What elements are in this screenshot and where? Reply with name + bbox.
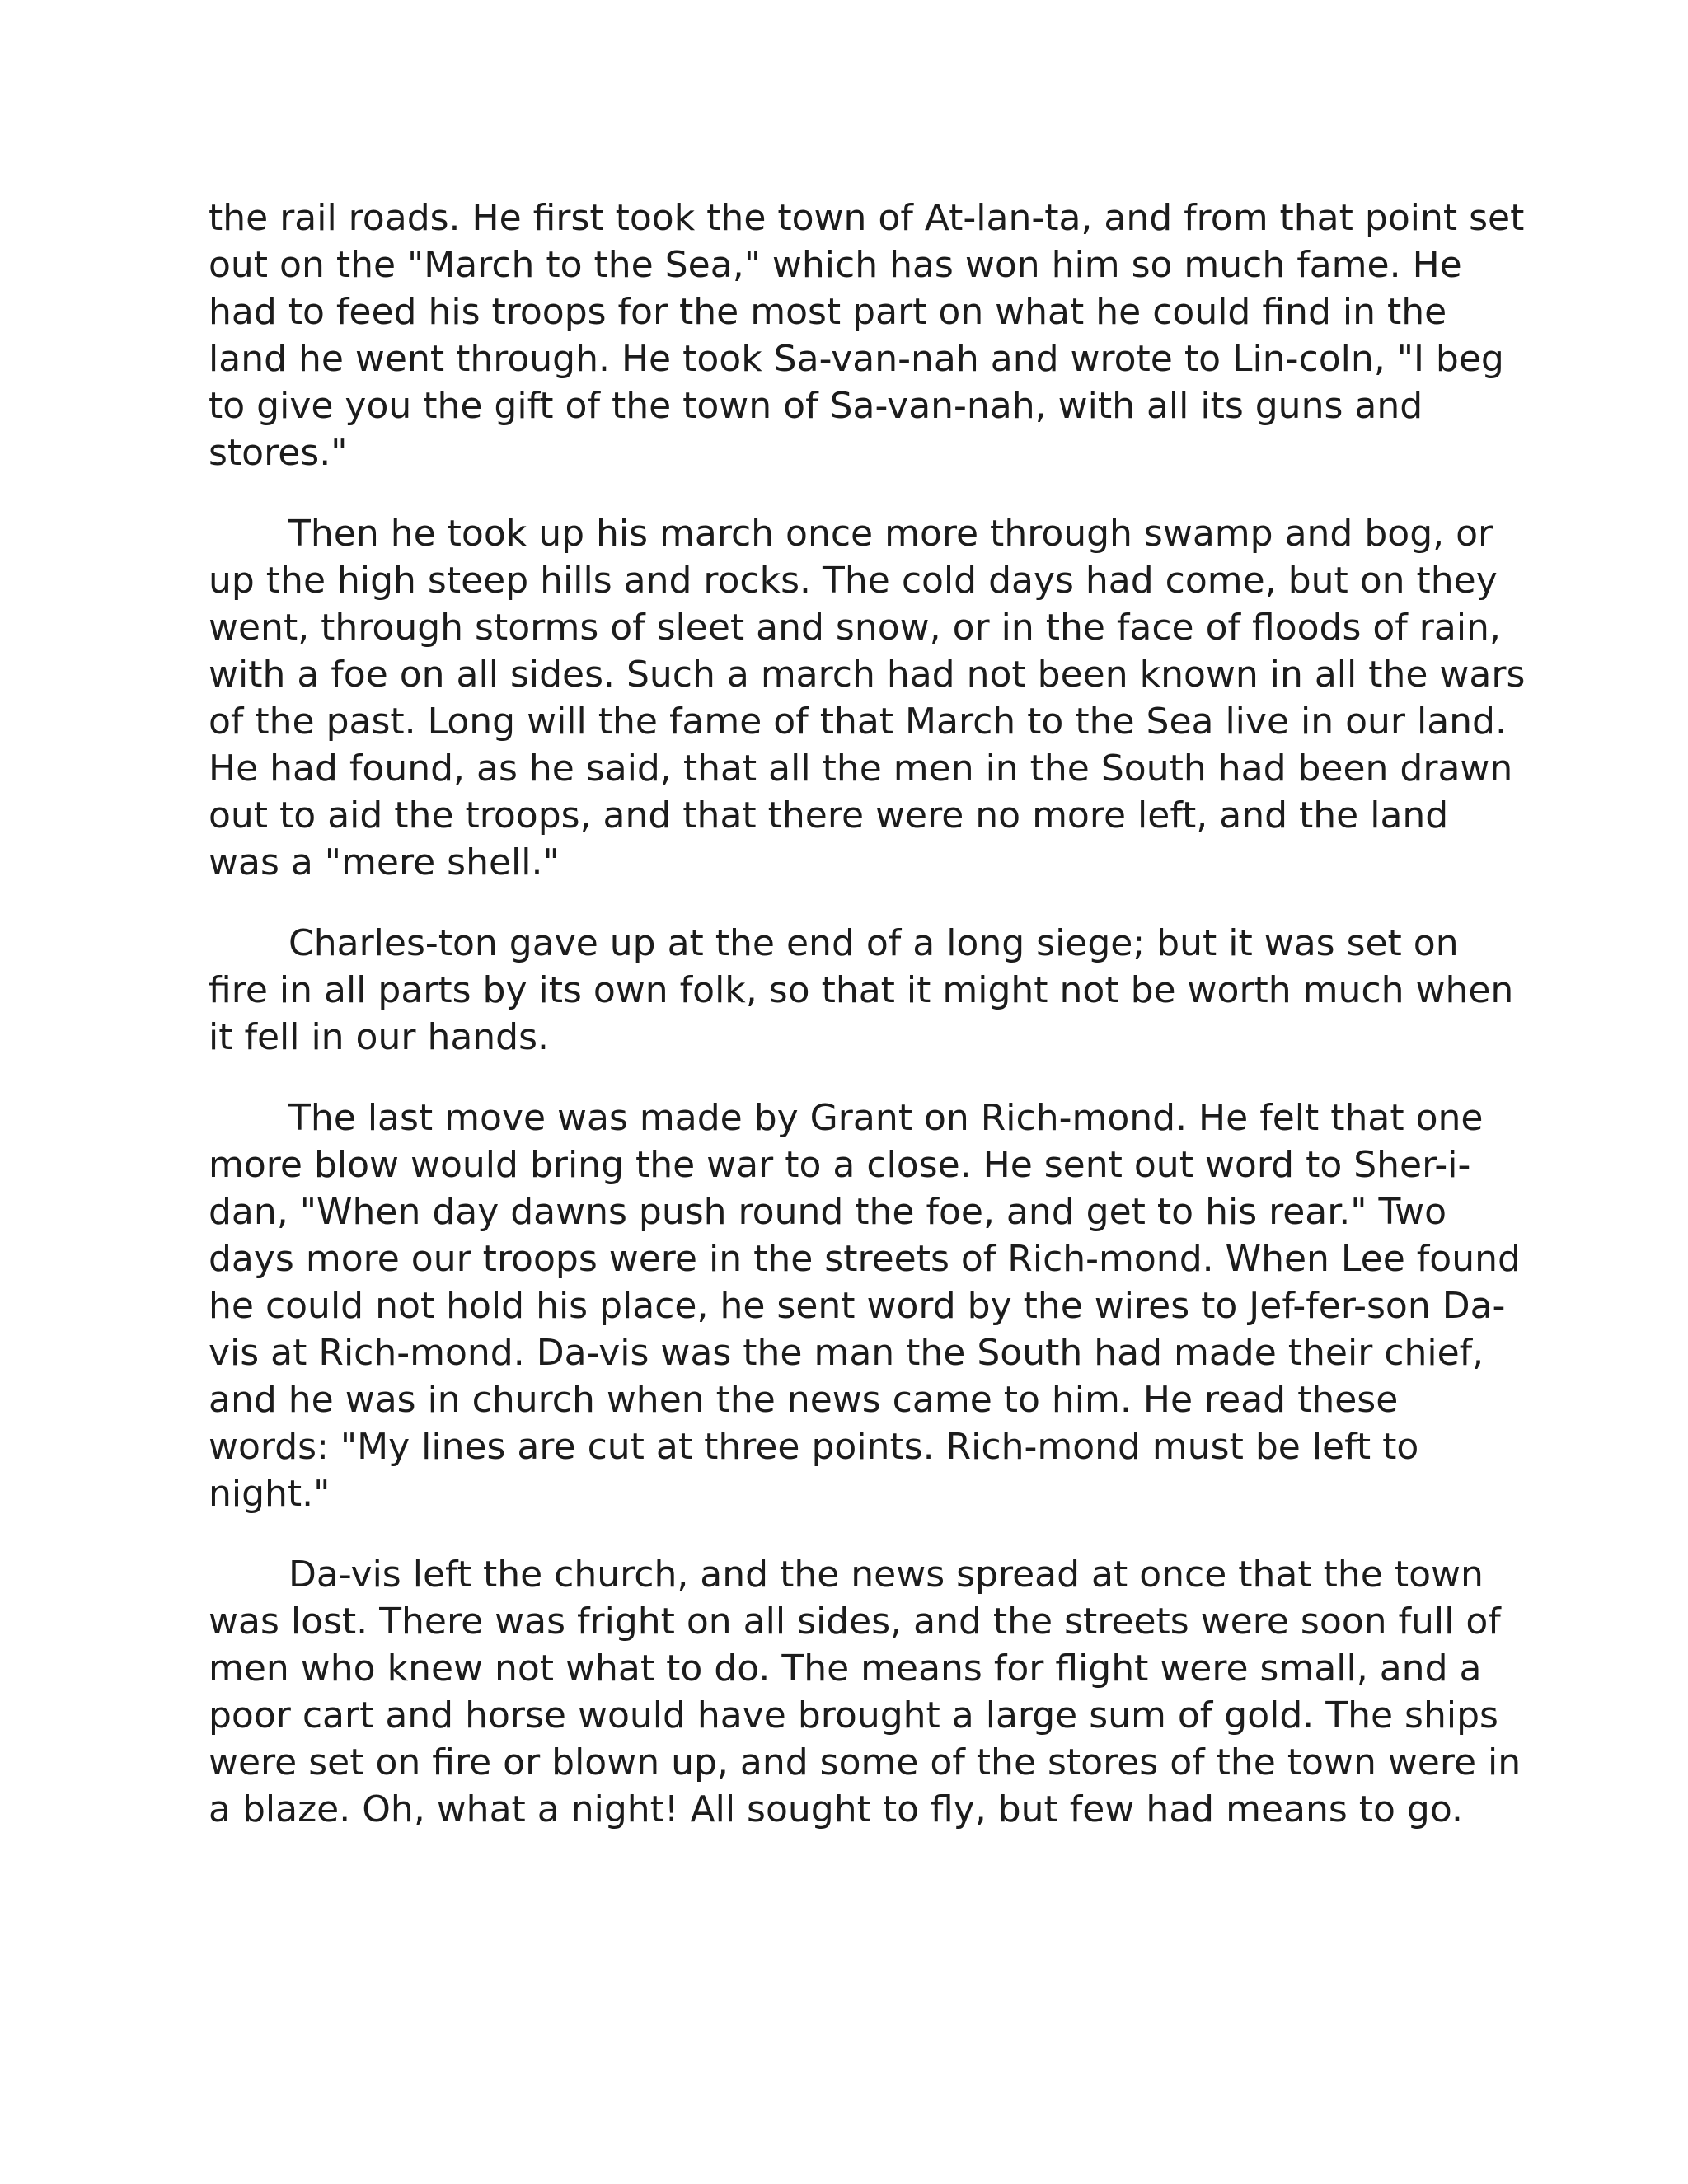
text-line: with a foe on all sides. Such a march had not been known in all the wars	[209, 654, 1526, 696]
text-line: Da-vis left the church, and the news spread at once that the town	[288, 1554, 1484, 1596]
text-line: Charles-ton gave up at the end of a long siege; but it was set on	[288, 922, 1459, 964]
text-line: the rail roads. He first took the town of At-lan-ta, and from that point set	[209, 197, 1525, 239]
text-line: land he went through. He took Sa-van-nah and wrote to Lin-coln, "I beg	[209, 338, 1504, 380]
text-line: and he was in church when the news came to him. He read these	[209, 1379, 1399, 1421]
text-line: out to aid the troops, and that there were no more left, and the land	[209, 794, 1449, 837]
text-line: night."	[209, 1473, 331, 1515]
text-line: more blow would bring the war to a close. He sent out word to Sher-i-	[209, 1144, 1471, 1186]
text-line: had to feed his troops for the most part on what he could find in the	[209, 291, 1447, 333]
text-line: were set on fire or blown up, and some of the stores of the town were in	[209, 1741, 1522, 1783]
paragraph-1	[209, 194, 1525, 476]
paragraph-3	[209, 920, 1514, 1061]
text-line: a blaze. Oh, what a night! All sought to fly, but few had means to go.	[209, 1788, 1463, 1830]
text-line: it fell in our hands.	[209, 1016, 550, 1058]
text-line: men who knew not what to do. The means for flight were small, and a	[209, 1647, 1482, 1690]
text-line: He had found, as he said, that all the men in the South had been drawn	[209, 748, 1513, 790]
text-line: he could not hold his place, he sent word by the wires to Jef-fer-son Da-	[209, 1285, 1506, 1327]
text-line: was lost. There was fright on all sides, and the streets were soon full of	[209, 1601, 1501, 1643]
paragraph-4	[209, 1094, 1521, 1517]
text-line: words: "My lines are cut at three points. Rich-mond must be left to	[209, 1426, 1419, 1468]
text-line: fire in all parts by its own folk, so that it might not be worth much when	[209, 969, 1514, 1011]
paragraph-5	[209, 1551, 1522, 1833]
text-line: up the high steep hills and rocks. The cold days had come, but on they	[209, 560, 1498, 602]
text-line: days more our troops were in the streets of Rich-mond. When Lee found	[209, 1238, 1521, 1280]
text-line: to give you the gift of the town of Sa-van-nah, with all its guns and	[209, 385, 1423, 427]
text-line: of the past. Long will the fame of that March to the Sea live in our land.	[209, 701, 1507, 743]
text-line: stores."	[209, 432, 348, 474]
text-line: was a "mere shell."	[209, 841, 560, 883]
text-line: dan, "When day dawns push round the foe, and get to his rear." Two	[209, 1191, 1447, 1233]
paragraph-2	[209, 510, 1526, 886]
text-line: out on the "March to the Sea," which has won him so much fame. He	[209, 244, 1462, 286]
text-line: Then he took up his march once more through swamp and bog, or	[288, 513, 1493, 555]
document-page	[209, 194, 1526, 1867]
text-line: vis at Rich-mond. Da-vis was the man the South had made their chief,	[209, 1332, 1484, 1374]
text-line: went, through storms of sleet and snow, or in the face of floods of rain,	[209, 607, 1501, 649]
text-line: poor cart and horse would have brought a large sum of gold. The ships	[209, 1694, 1498, 1736]
text-line: The last move was made by Grant on Rich-mond. He felt that one	[288, 1097, 1484, 1139]
